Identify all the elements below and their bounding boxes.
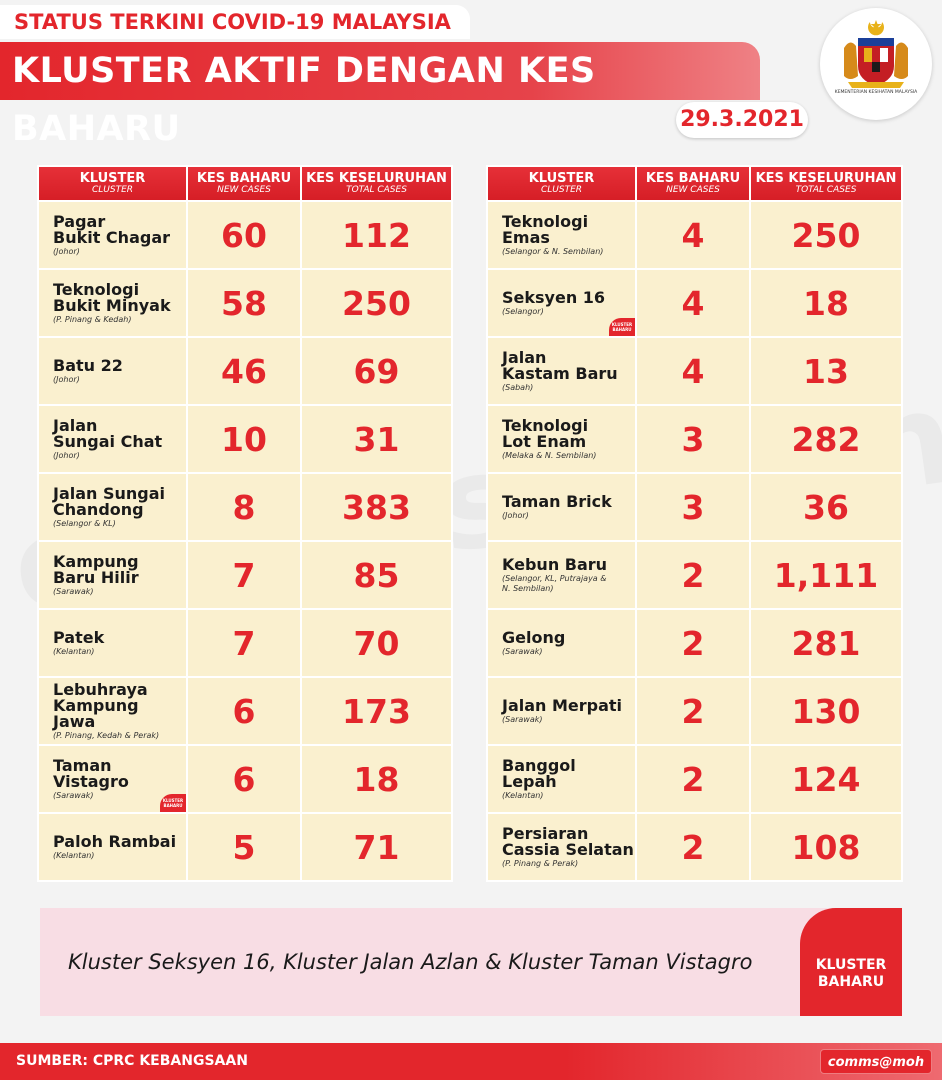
table-row (488, 814, 901, 880)
coat-of-arms-icon (820, 8, 932, 120)
cluster-table-right (486, 165, 903, 882)
new-cases-value: 4 (637, 338, 749, 404)
cluster-name-cell (39, 338, 186, 404)
cluster-name-cell (39, 678, 186, 744)
cluster-state: (Kelantan) (53, 850, 95, 860)
page-subtitle: STATUS TERKINI COVID-19 MALAYSIA (0, 5, 470, 39)
table-row (488, 406, 901, 472)
cluster-state: (P. Pinang & Kedah) (53, 314, 132, 324)
total-cases-value: 1,111 (751, 542, 901, 608)
cluster-state: (Sarawak) (53, 586, 94, 596)
page-title: KLUSTER AKTIF DENGAN KES BAHARU (0, 42, 760, 100)
cluster-state: (Johor) (502, 510, 529, 520)
social-handle: comms@moh (820, 1049, 932, 1074)
col-header-cluster: KLUSTER CLUSTER (39, 167, 186, 200)
date-badge: 29.3.2021 (676, 102, 808, 138)
cluster-state: (Kelantan) (53, 646, 95, 656)
cluster-name-cell (488, 270, 635, 336)
table-row (39, 338, 451, 404)
cluster-name-cell (39, 406, 186, 472)
table-row (39, 814, 451, 880)
new-cases-value: 3 (637, 474, 749, 540)
new-cases-value: 6 (188, 746, 300, 812)
cluster-table-right-body (488, 202, 901, 880)
cluster-name-cell (488, 678, 635, 744)
cluster-name: Taman Brick (502, 491, 612, 511)
col-header-new-cases: KES BAHARU NEW CASES (637, 167, 749, 200)
col-header-total-cases: KES KESELURUHAN TOTAL CASES (302, 167, 451, 200)
table-row (39, 746, 451, 812)
cluster-state: (Selangor & KL) (53, 518, 116, 528)
total-cases-value: 69 (302, 338, 451, 404)
total-cases-value: 112 (302, 202, 451, 268)
cluster-name-cell (488, 814, 635, 880)
cluster-state: (P. Pinang & Perak) (502, 858, 579, 868)
cluster-state: (Selangor & N. Sembilan) (502, 246, 604, 256)
new-cases-value: 8 (188, 474, 300, 540)
cluster-name: Banggol Lepah (502, 755, 576, 791)
total-cases-value: 383 (302, 474, 451, 540)
new-cases-value: 2 (637, 678, 749, 744)
table-row (488, 610, 901, 676)
cluster-name: Teknologi Emas (502, 211, 589, 247)
total-cases-value: 71 (302, 814, 451, 880)
new-cluster-corner-badge: KLUSTER BAHARU (609, 318, 635, 336)
cluster-name-cell (488, 338, 635, 404)
cluster-name: Jalan Kastam Baru (502, 347, 618, 383)
total-cases-value: 173 (302, 678, 451, 744)
cluster-name: Jalan Merpati (502, 695, 623, 715)
total-cases-value: 282 (751, 406, 901, 472)
cluster-state: (Sarawak) (502, 714, 543, 724)
total-cases-value: 281 (751, 610, 901, 676)
cluster-name: Jalan Sungai Chat (53, 415, 163, 451)
table-row (488, 474, 901, 540)
footer (0, 1043, 942, 1080)
cluster-name: Taman Vistagro (53, 755, 129, 791)
table-row (488, 270, 901, 336)
new-cases-value: 58 (188, 270, 300, 336)
cluster-name-cell (39, 542, 186, 608)
cluster-name: Paloh Rambai (53, 831, 177, 851)
new-cases-value: 46 (188, 338, 300, 404)
cluster-name: Lebuhraya Kampung Jawa (53, 679, 148, 731)
new-cluster-note (40, 908, 900, 1016)
cluster-name-cell (488, 746, 635, 812)
total-cases-value: 18 (302, 746, 451, 812)
cluster-table-left-body (39, 202, 451, 880)
cluster-name: Pagar Bukit Chagar (53, 211, 170, 247)
cluster-table-left (37, 165, 453, 882)
total-cases-value: 18 (751, 270, 901, 336)
cluster-state: (Selangor, KL, Putrajaya & N. Sembilan) (502, 573, 607, 593)
cluster-name: Patek (53, 627, 105, 647)
new-cases-value: 4 (637, 270, 749, 336)
cluster-name: Batu 22 (53, 355, 123, 375)
cluster-name: Kebun Baru (502, 554, 608, 574)
cluster-state: (Sarawak) (53, 790, 94, 800)
table-row (39, 610, 451, 676)
cluster-name-cell (488, 542, 635, 608)
cluster-name-cell (39, 474, 186, 540)
table-row (39, 474, 451, 540)
cluster-name-cell (39, 610, 186, 676)
total-cases-value: 31 (302, 406, 451, 472)
cluster-state: (P. Pinang, Kedah & Perak) (53, 730, 160, 740)
table-row (39, 270, 451, 336)
cluster-name: Seksyen 16 (502, 287, 606, 307)
col-header-cluster: KLUSTER CLUSTER (488, 167, 635, 200)
new-cases-value: 10 (188, 406, 300, 472)
total-cases-value: 70 (302, 610, 451, 676)
cluster-name-cell (488, 406, 635, 472)
new-cases-value: 2 (637, 814, 749, 880)
new-cases-value: 60 (188, 202, 300, 268)
new-cases-value: 2 (637, 746, 749, 812)
col-header-new-cases: KES BAHARU NEW CASES (188, 167, 300, 200)
total-cases-value: 124 (751, 746, 901, 812)
new-cluster-note-text: Kluster Seksyen 16, Kluster Jalan Azlan & Kluster Taman Vistagro (68, 950, 753, 974)
col-header-total-cases: KES KESELURUHAN TOTAL CASES (751, 167, 901, 200)
cluster-state: (Johor) (53, 374, 80, 384)
table-row (39, 678, 451, 744)
cluster-state: (Johor) (53, 450, 80, 460)
table-row (488, 542, 901, 608)
table-row (39, 202, 451, 268)
new-cases-value: 2 (637, 610, 749, 676)
table-row (488, 746, 901, 812)
cluster-name-cell (39, 202, 186, 268)
cluster-state: (Sarawak) (502, 646, 543, 656)
table-row (488, 338, 901, 404)
logo-caption: KEMENTERIAN KESIHATAN MALAYSIA (834, 90, 918, 95)
cluster-state: (Johor) (53, 246, 80, 256)
table-row (488, 678, 901, 744)
table-row (39, 542, 451, 608)
cluster-name: Kampung Baru Hilir (53, 551, 139, 587)
new-cases-value: 6 (188, 678, 300, 744)
new-cases-value: 2 (637, 542, 749, 608)
cluster-name: Teknologi Bukit Minyak (53, 279, 171, 315)
new-cluster-corner-badge: KLUSTER BAHARU (160, 794, 186, 812)
cluster-name-cell (488, 610, 635, 676)
new-cases-value: 7 (188, 610, 300, 676)
total-cases-value: 130 (751, 678, 901, 744)
cluster-state: (Kelantan) (502, 790, 544, 800)
cluster-state: (Sabah) (502, 382, 534, 392)
cluster-state: (Selangor) (502, 306, 544, 316)
source-label: SUMBER: CPRC KEBANGSAAN (16, 1053, 248, 1069)
cluster-name-cell (488, 202, 635, 268)
total-cases-value: 13 (751, 338, 901, 404)
new-cases-value: 3 (637, 406, 749, 472)
new-cases-value: 5 (188, 814, 300, 880)
total-cases-value: 36 (751, 474, 901, 540)
cluster-state: (Melaka & N. Sembilan) (502, 450, 597, 460)
table-row (488, 202, 901, 268)
total-cases-value: 85 (302, 542, 451, 608)
total-cases-value: 108 (751, 814, 901, 880)
cluster-name-cell (488, 474, 635, 540)
new-cases-value: 7 (188, 542, 300, 608)
table-row (39, 406, 451, 472)
cluster-name-cell (39, 746, 186, 812)
total-cases-value: 250 (751, 202, 901, 268)
new-cases-value: 4 (637, 202, 749, 268)
total-cases-value: 250 (302, 270, 451, 336)
cluster-name: Teknologi Lot Enam (502, 415, 589, 451)
cluster-name: Gelong (502, 627, 566, 647)
ministry-logo (820, 8, 932, 120)
cluster-name-cell (39, 814, 186, 880)
cluster-name-cell (39, 270, 186, 336)
cluster-name: Jalan Sungai Chandong (53, 483, 166, 519)
new-cluster-badge: KLUSTER BAHARU (800, 908, 902, 1016)
cluster-name: Persiaran Cassia Selatan (502, 823, 634, 859)
